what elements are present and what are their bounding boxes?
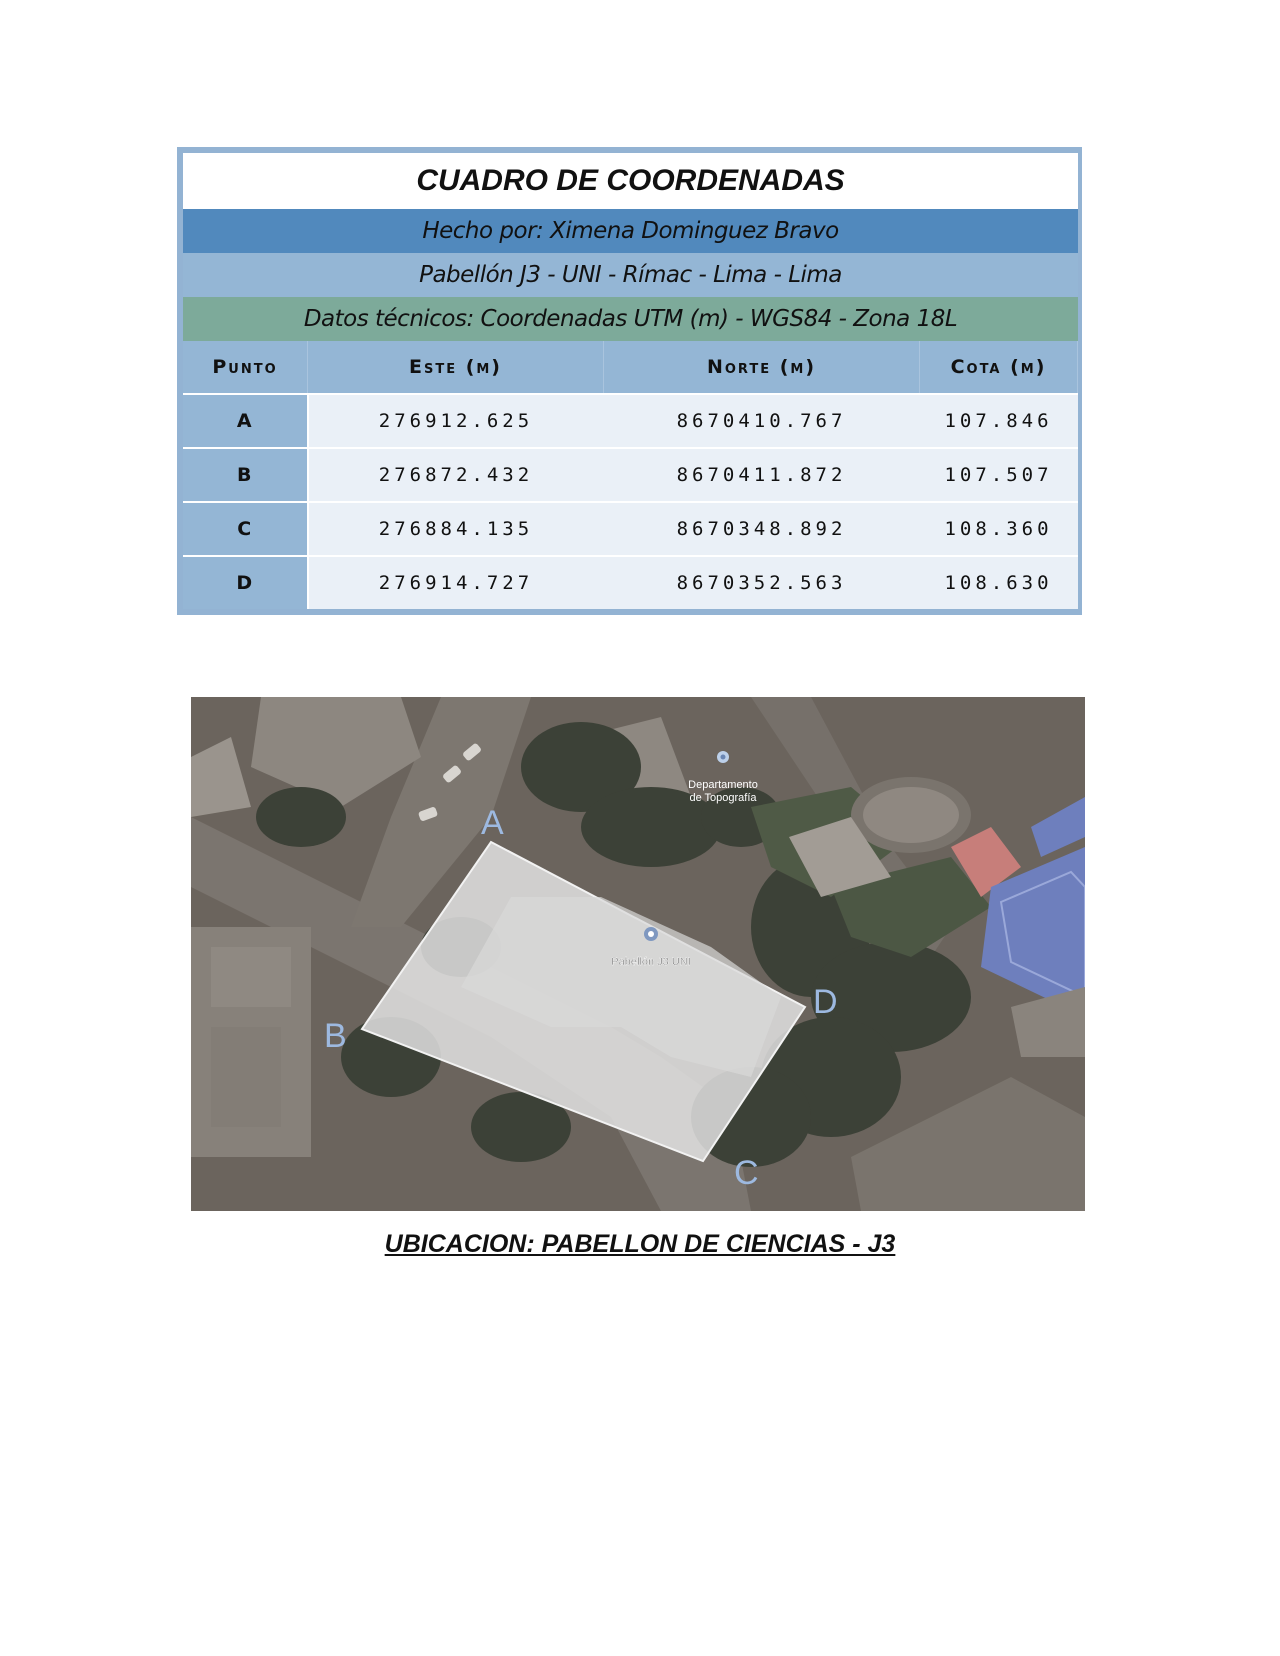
- pin-icon: [644, 927, 658, 941]
- cell-este: 276914.727: [308, 556, 604, 609]
- building: [863, 787, 959, 843]
- header-norte: Norte (m): [604, 341, 920, 394]
- cell-punto: B: [183, 448, 308, 502]
- datum-text: Datos técnicos: Coordenadas UTM (m) - WGS84 - Zona 18L: [303, 306, 958, 332]
- location-text: Pabellón J3 - UNI - Rímac - Lima - Lima: [419, 262, 842, 288]
- map-svg: [191, 697, 1085, 1211]
- cell-cota: 107.846: [920, 394, 1078, 448]
- vertex-label-d: D: [813, 983, 838, 1021]
- vertex-label-c: C: [734, 1154, 759, 1192]
- satellite-map: [191, 697, 1085, 1211]
- cell-cota: 107.507: [920, 448, 1078, 502]
- coordinates-table: [183, 341, 1078, 609]
- place-label-pabellon: Pabellón J3 UNI: [611, 956, 691, 968]
- location-band: [183, 253, 1078, 297]
- cell-punto: A: [183, 394, 308, 448]
- cell-este: 276884.135: [308, 502, 604, 556]
- cell-este: 276872.432: [308, 448, 604, 502]
- building: [211, 1027, 281, 1127]
- map-caption: UBICACION: PABELLON DE CIENCIAS - J3: [384, 1230, 896, 1258]
- vertex-label-b: B: [324, 1017, 347, 1055]
- table-row: [183, 502, 1078, 556]
- header-cota: Cota (m): [920, 341, 1078, 394]
- table-row: [183, 394, 1078, 448]
- cell-cota: 108.630: [920, 556, 1078, 609]
- table-row: [183, 556, 1078, 609]
- table-row: [183, 448, 1078, 502]
- datum-band: [183, 297, 1078, 341]
- coordinates-table-box: [177, 147, 1082, 615]
- cell-norte: 8670352.563: [604, 556, 920, 609]
- table-header-row: [183, 341, 1078, 394]
- place-label-topografia-1: Departamento: [688, 779, 758, 791]
- pin-icon: [717, 751, 729, 763]
- cell-norte: 8670410.767: [604, 394, 920, 448]
- cell-norte: 8670411.872: [604, 448, 920, 502]
- cell-cota: 108.360: [920, 502, 1078, 556]
- cell-norte: 8670348.892: [604, 502, 920, 556]
- author-text: Hecho por: Ximena Dominguez Bravo: [422, 218, 839, 244]
- header-punto: Punto: [183, 341, 308, 394]
- vertex-label-a: A: [481, 804, 504, 842]
- author-band: [183, 209, 1078, 253]
- place-label-topografia-2: de Topografía: [689, 792, 757, 804]
- cell-este: 276912.625: [308, 394, 604, 448]
- cell-punto: D: [183, 556, 308, 609]
- building: [211, 947, 291, 1007]
- table-title: CUADRO DE COORDENADAS: [416, 164, 845, 197]
- cell-punto: C: [183, 502, 308, 556]
- header-este: Este (m): [308, 341, 604, 394]
